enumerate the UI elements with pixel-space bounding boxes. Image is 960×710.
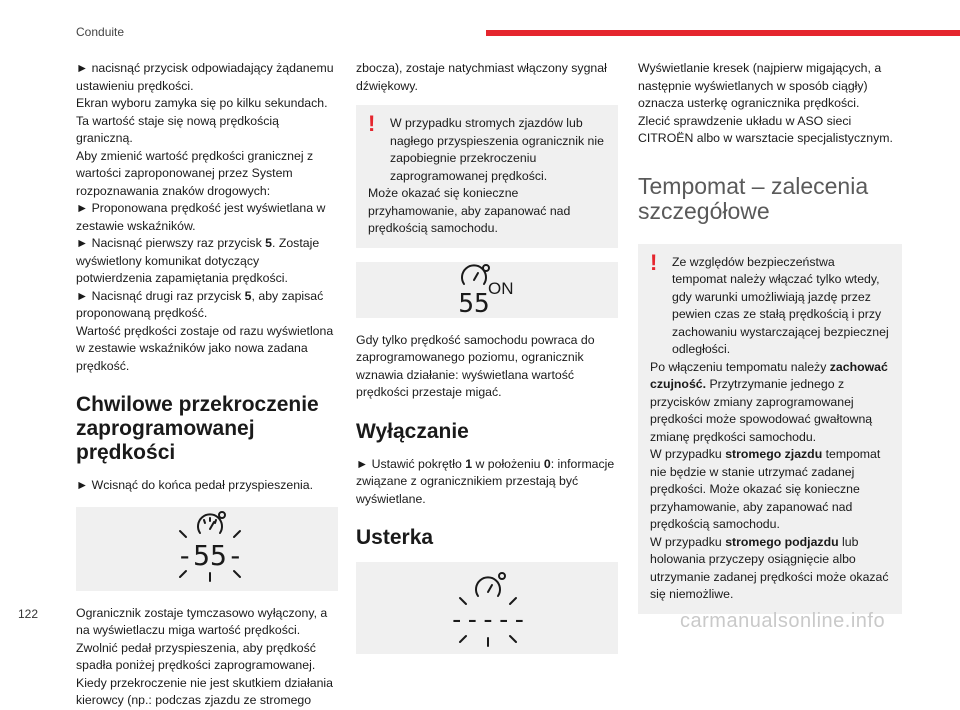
paragraph: Kiedy przekroczenie nie jest skutkiem działania kierowcy (np.: podczas zjazdu ze stromego	[76, 675, 333, 707]
column-1	[76, 60, 338, 710]
warning-icon: !	[650, 249, 658, 275]
section-title: Conduite	[76, 25, 125, 39]
paragraph: ► Nacisnąć pierwszy raz przycisk 5. Zostaje wyświetlony komunikat dotyczący potwierdzenia zapamiętania prędkości.	[76, 236, 320, 285]
paragraph: Aby zmienić wartość prędkości granicznej z wartości zaproponowanej przez System rozpoznawania znaków drogowych:	[76, 148, 314, 198]
paragraph: ► Ustawić pokrętło 1 w położeniu 0: informacje związane z ogranicznikiem przestają być wyświetlane.	[356, 456, 615, 506]
warning-icon: !	[368, 111, 376, 136]
heading-fault: Usterka	[356, 526, 434, 549]
column-2	[356, 60, 618, 668]
svg-text:-----: -----	[448, 605, 528, 635]
watermark: carmanualsonline.info	[680, 610, 886, 632]
paragraph: Gdy tylko prędkość samochodu powraca do zaprogramowanego poziomu, ogranicznik wznawia działanie: wyświetlana wartość prędkości przestaje migać.	[356, 332, 595, 399]
warning-box	[356, 105, 618, 248]
page-number: 122	[18, 607, 39, 621]
paragraph: Wyświetlanie kresek (najpierw migających, a następnie wyświetlanych w sposób ciągły) oznacza usterkę ogranicznika prędkości.	[638, 61, 882, 110]
warning-text: Ze względów bezpieczeństwa tempomat należy włączać tylko wtedy, gdy warunki umożliwiają jazdę przez pewien czas ze stałą prędkością i przy zachowaniu wystarczającej bezpiecznej odległości.	[672, 254, 889, 356]
paragraph: ► nacisnąć przycisk odpowiadający żądanemu ustawieniu prędkości.	[76, 61, 334, 93]
heading-cruise-control-recommendations: Tempomat – zalecenia szczegółowe	[638, 172, 869, 224]
warning-text: W przypadku stromego zjazdu tempomat nie będzie w stanie utrzymać zadanej prędkości. Może okazać się konieczne przyhamowanie, aby zapanować nad prędkością samochodu.	[650, 447, 881, 531]
speedometer-on-icon	[356, 262, 618, 318]
speedometer-fault-icon	[356, 562, 618, 654]
paragraph: zbocza), zostaje natychmiast włączony sygnał dźwiękowy.	[356, 61, 607, 93]
paragraph: Ekran wyboru zamyka się po kilku sekundach.	[76, 96, 328, 110]
paragraph: Wartość prędkości zostaje od razu wyświetlona w zestawie wskaźników jako nowa zadana prędkość.	[76, 323, 334, 373]
warning-text: Może okazać się konieczne przyhamowanie, aby zapanować nad prędkością samochodu.	[368, 186, 571, 235]
paragraph: ► Wcisnąć do końca pedał przyspieszenia.	[76, 478, 314, 492]
figure-blinking-speed	[76, 507, 338, 591]
paragraph: Ogranicznik zostaje tymczasowo wyłączony, a na wyświetlaczu miga wartość prędkości.	[76, 605, 328, 637]
paragraph: ► Proponowana prędkość jest wyświetlana w zestawie wskaźników.	[76, 201, 326, 233]
paragraph: Zlecić sprawdzenie układu w ASO sieci CITROËN albo w warsztacie specjalistycznym.	[638, 113, 893, 145]
svg-text:-55-: -55-	[176, 538, 244, 572]
paragraph: Ta wartość staje się nową prędkością graniczną.	[76, 113, 279, 145]
warning-text: Po włączeniu tempomatu należy zachować czujność. Przytrzymanie jednego z przycisków zmiany zaprogramowanej prędkości może spowodować gwałtowną zmianę prędkości samochodu.	[650, 359, 888, 444]
heading-temporary-overspeed: Chwilowe przekroczenie zaprogramowanej prędkości	[76, 393, 319, 464]
figure-speed-on	[356, 262, 618, 318]
svg-text:ON: ON	[488, 278, 514, 298]
svg-text:55: 55	[458, 288, 490, 318]
warning-box	[638, 244, 902, 614]
column-3	[638, 60, 902, 628]
warning-text: W przypadku stromych zjazdów lub nagłego przyspieszenia ogranicznik nie zapobiegnie przekroczeniu zaprogramowanej prędkości.	[390, 116, 604, 183]
paragraph: ► Nacisnąć drugi raz przycisk 5, aby zapisać proponowaną prędkość.	[76, 288, 324, 320]
warning-text: W przypadku stromego podjazdu lub holowania przyczepy osiągnięcie albo utrzymanie zadanej prędkości może okazać się niemożliwe.	[650, 534, 889, 601]
header-accent-bar	[486, 30, 960, 36]
speedometer-blink-icon	[76, 507, 338, 591]
heading-switching-off: Wyłączanie	[356, 419, 469, 443]
figure-fault-dashes	[356, 562, 618, 654]
paragraph: Zwolnić pedał przyspieszenia, aby prędkość spadła poniżej prędkości zaprogramowanej.	[76, 640, 316, 672]
